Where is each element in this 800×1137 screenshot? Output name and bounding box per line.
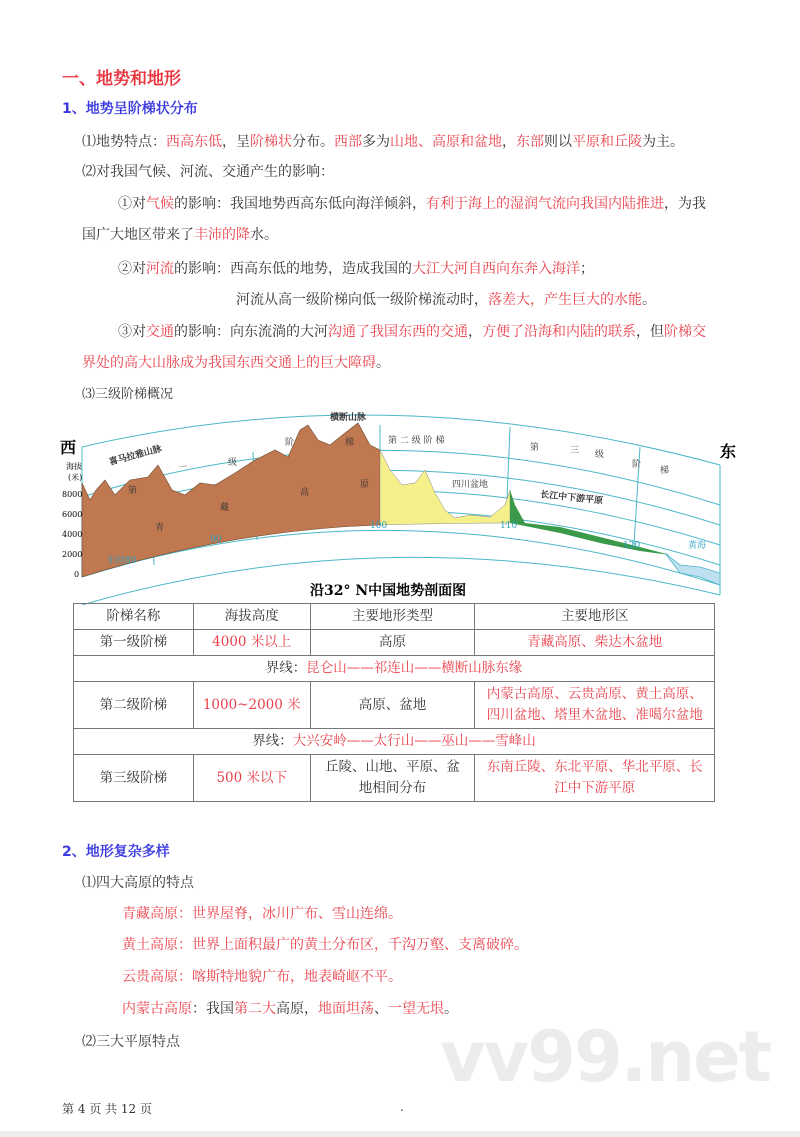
text-segment: 的影响：西高东低的地势，造成我国的 (174, 261, 412, 277)
highlighted-text: 东部 (516, 134, 544, 150)
plateau-item (122, 935, 528, 955)
step-label: 级 (595, 450, 605, 460)
text-segment: ，但 (636, 324, 664, 340)
step-label: 一 (178, 463, 188, 473)
step-label: 第 二 级 阶 梯 (388, 436, 445, 446)
plateau-label: 高 (300, 488, 310, 498)
y-tick: 2000 (62, 550, 83, 559)
text-segment: 。 (376, 355, 390, 371)
text-segment: ①对 (118, 196, 146, 212)
highlighted-text: 有利于海上的湿润气流向我国内陆推进 (426, 196, 664, 212)
step-areas: 内蒙古高原、云贵高原、黄土高原、四川盆地、塔里木盆地、准噶尔盆地 (475, 682, 715, 729)
text-segment: 分布。 (292, 134, 334, 150)
highlighted-text: 阶梯交 (664, 324, 706, 340)
text-segment: 多为 (362, 134, 390, 150)
step-type: 丘陵、山地、平原、盆地相间分布 (310, 755, 475, 802)
highlighted-text: 界处的高大山脉成为我国东西交通上的巨大障碍 (82, 355, 376, 371)
subsection-title-1: 1、地势呈阶梯状分布 (62, 101, 198, 117)
text-segment: ⑵三大平原特点 (82, 1034, 180, 1050)
step-areas: 东南丘陵、东北平原、华北平原、长江中下游平原 (475, 755, 715, 802)
paragraph-influence-intro (82, 162, 334, 182)
text-segment: ， (502, 134, 516, 150)
boundary-label: 界线： (265, 660, 307, 676)
first-step-terrain (82, 423, 380, 577)
step-areas: 青藏高原、柴达木盆地 (475, 630, 715, 656)
paragraph-terrain-features (82, 132, 684, 152)
y-axis-label: 海拔 (66, 462, 82, 471)
highlighted-text: 落差大，产生巨大的水能 (488, 292, 642, 308)
step-label: 梯 (345, 438, 355, 448)
longitude-label: 110 (500, 521, 518, 531)
text-segment: ⑶三级阶梯概况 (82, 387, 174, 402)
y-tick: 6000 (62, 510, 83, 519)
paragraph-transport-cont (82, 353, 390, 373)
text-segment: ：我国 (192, 1001, 234, 1017)
highlighted-text: 青藏高原：世界屋脊，冰川广布、雪山连绵。 (122, 906, 402, 922)
text-segment: ②对 (118, 261, 146, 277)
highlighted-text: 方便了沿海和内陆的联系 (482, 324, 636, 340)
text-segment: 的影响：我国地势西高东低向海洋倾斜， (174, 196, 426, 212)
paragraph-rivers-cont (236, 290, 656, 310)
plateau-label: 原 (360, 480, 370, 490)
west-label: 西 (60, 438, 77, 457)
second-step-terrain (380, 450, 510, 525)
text-segment: ； (580, 261, 594, 277)
plateau-item (122, 904, 402, 924)
step-height: 1000~2000 米 (193, 682, 310, 729)
table-row (74, 755, 715, 802)
subsection-title-2: 2、地形复杂多样 (62, 844, 170, 860)
highlighted-text: 平原和丘陵 (572, 134, 642, 150)
plateau-label: 青 (155, 523, 165, 533)
text-segment: 则以 (544, 134, 572, 150)
section-heading: 一、地势和地形 (62, 69, 181, 89)
text-segment: ， (468, 324, 482, 340)
paragraph-climate-cont (82, 225, 278, 245)
place-label-yangtze-plain: 长江中下游平原 (539, 490, 604, 507)
text-segment: ⑴四大高原的特点 (82, 875, 194, 891)
longitude-label: 100 (370, 521, 388, 531)
step-height: 500 米以下 (193, 755, 310, 802)
highlighted-text: 云贵高原：喀斯特地貌广布，地表崎岖不平。 (122, 969, 402, 985)
highlighted-text: 内蒙古高原 (122, 1001, 192, 1017)
longitude-label: 东经80 (107, 556, 137, 566)
highlighted-text: 黄土高原：世界上面积最广的黄土分布区，千沟万壑、支离破碎。 (122, 937, 528, 953)
place-label-himalaya: 喜马拉雅山脉 (108, 444, 163, 468)
table-header: 阶梯名称 (74, 604, 194, 630)
y-tick: 8000 (62, 490, 83, 499)
highlighted-text: 气候 (146, 196, 174, 212)
watermark: vv99.net (440, 1016, 771, 1098)
step-name: 第二级阶梯 (74, 682, 194, 729)
boundary-value: 大兴安岭——太行山——巫山——雪峰山 (292, 733, 536, 749)
three-steps-table (73, 603, 715, 802)
highlighted-text: 丰沛的降 (194, 227, 250, 243)
step-label: 阶 (285, 438, 295, 448)
step-label: 第 (530, 443, 540, 453)
table-boundary-row (74, 656, 715, 682)
table-boundary-row (74, 729, 715, 755)
highlighted-text: 地面坦荡 (318, 1001, 374, 1017)
text-segment: ，呈 (222, 134, 250, 150)
place-label-hengduan: 横断山脉 (330, 413, 367, 423)
terrain-profile-diagram (60, 405, 740, 605)
plateaus-heading (82, 873, 194, 893)
text-segment: ⑴地势特点： (82, 134, 166, 150)
highlighted-text: 山地、高原和盆地 (390, 134, 502, 150)
footer-dot: . (400, 1100, 404, 1114)
paragraph-climate (118, 194, 706, 214)
text-segment: 。 (642, 292, 656, 308)
step-label: 三 (570, 446, 580, 456)
text-segment: ③对 (118, 324, 146, 340)
highlighted-text: 西高东低 (166, 134, 222, 150)
paragraph-rivers (118, 259, 594, 279)
plateau-item (122, 967, 402, 987)
longitude-label: 120 (623, 541, 641, 551)
text-segment: 国广大地区带来了 (82, 227, 194, 243)
step-name: 第一级阶梯 (74, 630, 194, 656)
table-header: 海拔高度 (193, 604, 310, 630)
highlighted-text: 河流 (146, 261, 174, 277)
step-height: 4000 米以上 (193, 630, 310, 656)
text-segment: ，为我 (664, 196, 706, 212)
diagram-title: 沿32° N中国地势剖面图 (310, 583, 467, 599)
text-segment: 、 (374, 1001, 388, 1017)
text-segment: 河流从高一级阶梯向低一级阶梯流动时， (236, 292, 488, 308)
boundary-value: 昆仑山——祁连山——横断山脉东缘 (306, 660, 523, 676)
longitude-label: 90 (210, 535, 222, 545)
highlighted-text: 大江大河自西向东奔入海洋 (412, 261, 580, 277)
step-label: 梯 (660, 466, 670, 476)
highlighted-text: 沟通了我国东西的交通 (328, 324, 468, 340)
step-type: 高原、盆地 (310, 682, 475, 729)
table-row (74, 682, 715, 729)
step-label: 阶 (632, 460, 642, 470)
paragraph-three-steps (82, 385, 173, 405)
text-segment: 为主。 (642, 134, 684, 150)
highlighted-text: 交通 (146, 324, 174, 340)
boundary-label: 界线： (252, 733, 293, 749)
step-label: 第 (128, 486, 138, 496)
text-segment: 水。 (250, 227, 278, 243)
y-tick: 4000 (62, 530, 83, 539)
highlighted-text: 西部 (334, 134, 362, 150)
highlighted-text: 阶梯状 (250, 134, 292, 150)
east-label: 东 (720, 442, 737, 461)
step-type: 高原 (310, 630, 475, 656)
page-bottom-edge (0, 1131, 800, 1137)
place-label-sichuan-basin: 四川盆地 (452, 480, 489, 490)
highlighted-text: 一望无垠 (388, 1001, 444, 1017)
paragraph-transport (118, 322, 706, 342)
text-segment: 。 (444, 1001, 458, 1017)
step-name: 第三级阶梯 (74, 755, 194, 802)
plains-heading (82, 1032, 180, 1052)
table-header: 主要地形区 (475, 604, 715, 630)
table-row (74, 630, 715, 656)
place-label-yellow-sea: 黄海 (688, 541, 707, 551)
table-header-row (74, 604, 715, 630)
page-number: 第 4 页 共 12 页 (62, 1102, 152, 1116)
text-segment: ⑵对我国气候、河流、交通产生的影响： (82, 164, 334, 180)
yellow-sea (665, 553, 720, 585)
y-tick: 0 (74, 570, 80, 579)
plateau-label: 藏 (220, 503, 230, 513)
text-segment: 的影响：向东流淌的大河 (174, 324, 328, 340)
step-label: 级 (228, 458, 238, 468)
table-header: 主要地形类型 (310, 604, 475, 630)
text-segment: 高原， (276, 1001, 318, 1017)
y-axis-unit: (米) (68, 473, 83, 482)
highlighted-text: 第二大 (234, 1001, 276, 1017)
plateau-item (122, 999, 458, 1019)
